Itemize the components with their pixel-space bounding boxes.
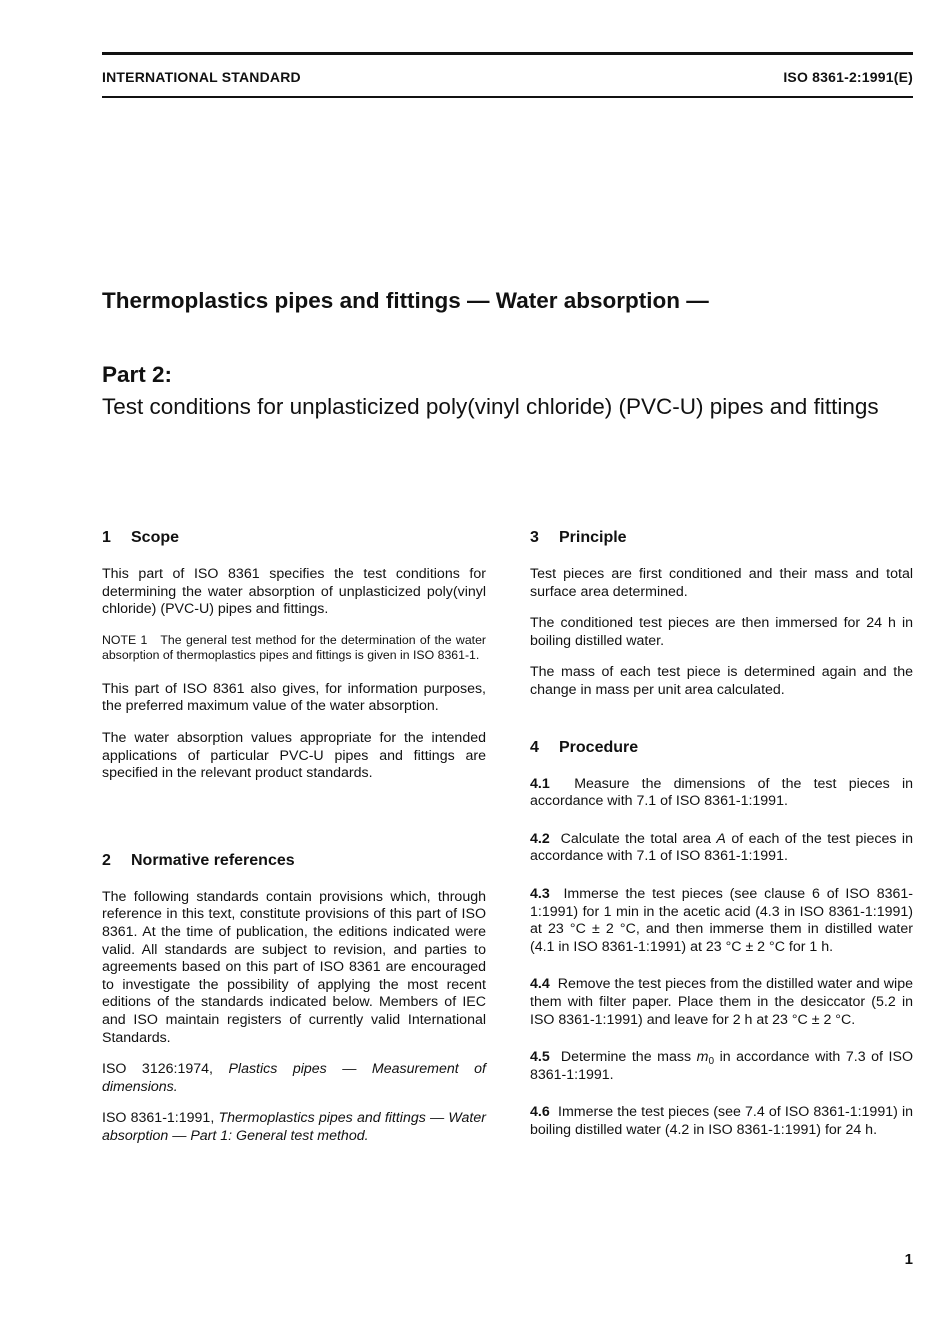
reference-iso-3126	[102, 1061, 486, 1096]
header-top-rule	[102, 52, 913, 55]
left-column	[102, 528, 486, 1159]
header-bottom-rule	[102, 96, 913, 98]
title-block	[102, 286, 913, 422]
clause-4-4	[530, 976, 913, 1029]
clause-number: 4.4	[530, 976, 550, 993]
clause-text: Measure the dimensions of the test pieces in accordance with 7.1 of ISO 8361-1:1991.	[530, 775, 913, 810]
principle-title: Principle	[559, 529, 627, 546]
clause-4-1	[530, 776, 913, 811]
part-title: Test conditions for unplasticized poly(vinyl chloride) (PVC-U) pipes and fittings	[102, 394, 879, 419]
principle-paragraph-3: The mass of each test piece is determined again and the change in mass per unit area calculated.	[530, 664, 913, 698]
section-principle	[530, 528, 913, 700]
reference-code: ISO 3126:1974,	[102, 1061, 213, 1078]
clause-4-3	[530, 886, 913, 956]
section-spacer	[530, 714, 913, 738]
scope-note	[102, 633, 486, 664]
section-procedure	[530, 738, 913, 1140]
principle-heading	[530, 528, 913, 548]
scope-paragraph-2: This part of ISO 8361 also gives, for information purposes, the preferred maximum value of the water absorption.	[102, 680, 486, 715]
clause-number: 4.3	[530, 885, 550, 902]
header-document-number: ISO 8361-2:1991(E)	[783, 69, 913, 85]
principle-paragraph-2: The conditioned test pieces are then immersed for 24 h in boiling distilled water.	[530, 615, 913, 649]
procedure-number: 4	[530, 738, 539, 756]
note-label: NOTE 1	[102, 632, 148, 647]
clause-text: Remove the test pieces from the distilled water and wipe them with filter paper. Place them in the desiccator (5.2 in ISO 8361-1:1991) and leave for 2 h at 23 °C ± 2 °C.	[530, 976, 913, 1028]
principle-number: 3	[530, 529, 539, 546]
reference-title: Plastics pipes — Measurement of dimensions.	[102, 1061, 486, 1095]
clause-4-5	[530, 1049, 913, 1084]
reference-iso-8361-1	[102, 1110, 486, 1145]
clause-number: 4.2	[530, 830, 550, 847]
scope-title: Scope	[131, 529, 180, 546]
main-title: Thermoplastics pipes and fittings — Water absorption —	[102, 288, 709, 313]
clause-number: 4.1	[530, 775, 550, 792]
right-column	[530, 528, 913, 1153]
clause-text: of each of the test pieces in accordance with 7.1 of ISO 8361-1:1991.	[530, 830, 913, 865]
scope-paragraph-3: The water absorption values appropriate for the intended applications of particular PVC-U pipes and fittings are specified in the relevant product standards.	[102, 729, 486, 782]
procedure-heading	[530, 738, 913, 758]
section-normative-references	[102, 851, 486, 1146]
procedure-title: Procedure	[559, 738, 639, 756]
page-number: 1	[904, 1251, 913, 1268]
clause-text: Calculate the total area	[560, 830, 711, 847]
clause-text: Immerse the test pieces (see clause 6 of ISO 8361-1:1991) for 1 min in the acetic acid (4.3 in ISO 8361-1:1991) at 23 °C ± 2 °C, and then immerse them in distilled water (4.1 in ISO 8361-1:1991) at 23 °C ± 2 °C for 1 h.	[530, 885, 913, 955]
scope-heading	[102, 528, 486, 548]
section-scope	[102, 528, 486, 783]
reference-code: ISO 8361-1:1991,	[102, 1110, 215, 1127]
clause-number: 4.6	[530, 1104, 550, 1121]
mass-subscript: 0	[708, 1056, 714, 1068]
mass-symbol: m	[696, 1049, 709, 1066]
section-spacer	[102, 797, 486, 851]
scope-number: 1	[102, 529, 111, 546]
area-symbol: A	[716, 830, 726, 847]
clause-4-6	[530, 1104, 913, 1139]
clause-text: in accordance with 7.3 of ISO 8361-1:1991.	[530, 1049, 913, 1083]
clause-number: 4.5	[530, 1049, 550, 1066]
scope-paragraph-1: This part of ISO 8361 specifies the test conditions for determining the water absorption of unplasticized poly(vinyl chloride) (PVC-U) pipes and fittings.	[102, 566, 486, 618]
note-text: The general test method for the determination of the water absorption of thermoplastics pipes and fittings is given in ISO 8361-1.	[102, 632, 487, 663]
normative-number: 2	[102, 851, 111, 869]
clause-4-2	[530, 831, 913, 866]
normative-paragraph: The following standards contain provisions which, through reference in this text, constitute provisions of this part of ISO 8361. At the time of publication, the editions indicated were valid. All standards are subject to revision, and parties to agreements based on this part of ISO 8361 are encouraged to investigate the possibility of applying the most recent editions of the standards indicated below. Members of IEC and ISO maintain registers of currently valid International Standards.	[102, 888, 486, 1046]
part-label: Part 2:	[102, 362, 173, 387]
clause-text: Determine the mass	[560, 1049, 692, 1066]
reference-title: Thermoplastics pipes and fittings — Water absorption — Part 1: General test method.	[102, 1110, 486, 1144]
clause-text: Immerse the test pieces (see 7.4 of ISO 8361-1:1991) in boiling distilled water (4.2 in ISO 8361-1:1991) for 24 h.	[530, 1104, 913, 1138]
principle-paragraph-1: Test pieces are first conditioned and their mass and total surface area determined.	[530, 566, 913, 600]
normative-title: Normative references	[131, 851, 295, 869]
header-document-type: INTERNATIONAL STANDARD	[102, 69, 301, 85]
normative-heading	[102, 851, 486, 871]
